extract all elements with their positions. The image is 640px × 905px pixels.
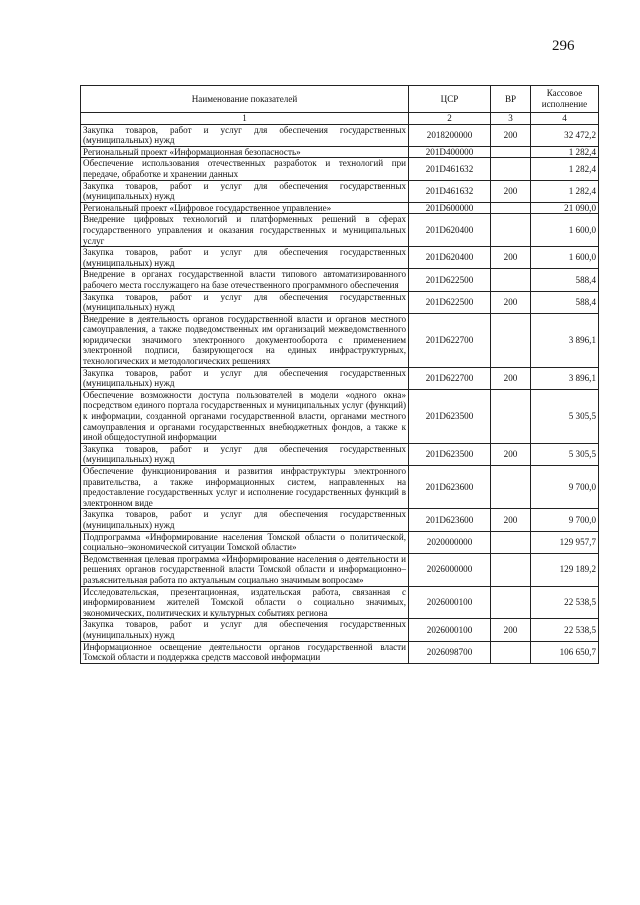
row-name-cell: Обеспечение функционирования и развития инфраструктуры электронного правительства, а также информационных систем, направленных на предоставление государственных услуг и исполнение государственных функций в электронном виде [81, 466, 409, 509]
row-amount-cell: 9 700,0 [531, 466, 599, 509]
table-row [81, 641, 599, 663]
row-amount-cell: 9 700,0 [531, 509, 599, 531]
row-vr-cell: 200 [491, 619, 531, 641]
row-amount-cell: 1 600,0 [531, 247, 599, 269]
table-body [81, 124, 599, 663]
row-amount-cell: 1 282,4 [531, 158, 599, 180]
table-row [81, 158, 599, 180]
row-csr-cell: 201D400000 [409, 146, 491, 158]
row-csr-cell: 201D461632 [409, 158, 491, 180]
row-name-cell: Закупка товаров, работ и услуг для обеспечения государственных (муниципальных) нужд [81, 124, 409, 146]
row-vr-cell [491, 389, 531, 443]
row-csr-cell: 201D623500 [409, 389, 491, 443]
row-vr-cell [491, 466, 531, 509]
row-csr-cell: 201D623600 [409, 509, 491, 531]
row-vr-cell: 200 [491, 367, 531, 389]
table-header-row [81, 86, 599, 113]
row-amount-cell: 3 896,1 [531, 367, 599, 389]
row-vr-cell: 200 [491, 180, 531, 202]
table-row [81, 367, 599, 389]
table-row [81, 443, 599, 465]
header-name: Наименование показателей [81, 86, 409, 113]
row-amount-cell: 129 189,2 [531, 553, 599, 586]
row-csr-cell: 2020000000 [409, 531, 491, 553]
row-name-cell: Закупка товаров, работ и услуг для обеспечения государственных (муниципальных) нужд [81, 247, 409, 269]
row-csr-cell: 201D623600 [409, 466, 491, 509]
row-csr-cell: 201D461632 [409, 180, 491, 202]
row-csr-cell: 201D600000 [409, 202, 491, 214]
column-number: 3 [491, 113, 531, 125]
row-name-cell: Закупка товаров, работ и услуг для обеспечения государственных (муниципальных) нужд [81, 443, 409, 465]
row-name-cell: Внедрение цифровых технологий и платформенных решений в сферах государственного управления и оказания государственных и муниципальных услуг [81, 214, 409, 247]
header-csr: ЦСР [409, 86, 491, 113]
row-name-cell: Обеспечение использования отечественных разработок и технологий при передаче, обработке и хранении данных [81, 158, 409, 180]
table-row [81, 180, 599, 202]
header-vr: ВР [491, 86, 531, 113]
table-row [81, 586, 599, 619]
row-amount-cell: 5 305,5 [531, 389, 599, 443]
table-row [81, 291, 599, 313]
row-vr-cell [491, 531, 531, 553]
row-csr-cell: 201D623500 [409, 443, 491, 465]
row-vr-cell [491, 269, 531, 291]
row-name-cell: Региональный проект «Информационная безопасность» [81, 146, 409, 158]
row-amount-cell: 1 282,4 [531, 180, 599, 202]
row-vr-cell [491, 202, 531, 214]
row-name-cell: Закупка товаров, работ и услуг для обеспечения государственных (муниципальных) нужд [81, 180, 409, 202]
row-csr-cell: 2018200000 [409, 124, 491, 146]
row-amount-cell: 21 090,0 [531, 202, 599, 214]
row-name-cell: Закупка товаров, работ и услуг для обеспечения государственных (муниципальных) нужд [81, 619, 409, 641]
row-csr-cell: 2026098700 [409, 641, 491, 663]
row-name-cell: Внедрение в органах государственной власти типового автоматизированного рабочего места госслужащего на базе отечественного программного обеспечения [81, 269, 409, 291]
row-amount-cell: 588,4 [531, 269, 599, 291]
row-vr-cell [491, 146, 531, 158]
row-amount-cell: 5 305,5 [531, 443, 599, 465]
row-amount-cell: 129 957,7 [531, 531, 599, 553]
row-csr-cell: 201D620400 [409, 247, 491, 269]
row-csr-cell: 201D622700 [409, 313, 491, 367]
table-row [81, 214, 599, 247]
row-amount-cell: 588,4 [531, 291, 599, 313]
row-name-cell: Региональный проект «Цифровое государственное управление» [81, 202, 409, 214]
column-number: 1 [81, 113, 409, 125]
table-row [81, 269, 599, 291]
row-amount-cell: 22 538,5 [531, 586, 599, 619]
row-amount-cell: 3 896,1 [531, 313, 599, 367]
table-row [81, 124, 599, 146]
header-amount: Кассовое исполнение [531, 86, 599, 113]
table-row [81, 531, 599, 553]
row-vr-cell: 200 [491, 443, 531, 465]
table-row [81, 146, 599, 158]
column-number-row [81, 113, 599, 125]
column-number: 4 [531, 113, 599, 125]
table-row [81, 466, 599, 509]
row-amount-cell: 32 472,2 [531, 124, 599, 146]
row-name-cell: Информационное освещение деятельности органов государственной власти Томской области и поддержка средств массовой информации [81, 641, 409, 663]
row-vr-cell: 200 [491, 247, 531, 269]
row-name-cell: Ведомственная целевая программа «Информирование населения о деятельности и решениях органов государственной власти Томской области и информационно–разъяснительная работа по актуальным социально значимым вопросам» [81, 553, 409, 586]
row-csr-cell: 201D620400 [409, 214, 491, 247]
row-vr-cell [491, 158, 531, 180]
row-vr-cell [491, 641, 531, 663]
table-row [81, 389, 599, 443]
row-vr-cell [491, 313, 531, 367]
table-row [81, 247, 599, 269]
row-csr-cell: 2026000100 [409, 619, 491, 641]
row-vr-cell [491, 553, 531, 586]
page-number: 296 [552, 38, 575, 54]
column-number: 2 [409, 113, 491, 125]
table-row [81, 619, 599, 641]
row-csr-cell: 201D622700 [409, 367, 491, 389]
row-vr-cell: 200 [491, 291, 531, 313]
table-row [81, 313, 599, 367]
row-csr-cell: 2026000000 [409, 553, 491, 586]
table-row [81, 553, 599, 586]
row-name-cell: Закупка товаров, работ и услуг для обеспечения государственных (муниципальных) нужд [81, 367, 409, 389]
row-csr-cell: 201D622500 [409, 291, 491, 313]
row-amount-cell: 1 282,4 [531, 146, 599, 158]
row-vr-cell: 200 [491, 509, 531, 531]
row-csr-cell: 2026000100 [409, 586, 491, 619]
row-name-cell: Закупка товаров, работ и услуг для обеспечения государственных (муниципальных) нужд [81, 509, 409, 531]
table-row [81, 202, 599, 214]
row-amount-cell: 22 538,5 [531, 619, 599, 641]
row-vr-cell: 200 [491, 124, 531, 146]
row-name-cell: Исследовательская, презентационная, издательская работа, связанная с информированием жителей Томской области о социально значимых, экономических, политических и культурных событиях региона [81, 586, 409, 619]
row-name-cell: Подпрограмма «Информирование населения Томской области о политической, социально–экономической ситуации Томской области» [81, 531, 409, 553]
row-name-cell: Закупка товаров, работ и услуг для обеспечения государственных (муниципальных) нужд [81, 291, 409, 313]
row-amount-cell: 106 650,7 [531, 641, 599, 663]
table-row [81, 509, 599, 531]
row-vr-cell [491, 214, 531, 247]
row-name-cell: Внедрение в деятельность органов государственной власти и органов местного самоуправления, а также подведомственных им организаций межведомственного юридически значимого электронного документооборота с применением электронной подписи, базирующегося на единых инфраструктурных, технологических и методологических решениях [81, 313, 409, 367]
row-amount-cell: 1 600,0 [531, 214, 599, 247]
row-csr-cell: 201D622500 [409, 269, 491, 291]
row-name-cell: Обеспечение возможности доступа пользователей в модели «одного окна» посредством единого портала государственных и муниципальных услуг (функций) к информации, созданной органами государственной власти, органами местного самоуправления и органами государственных внебюджетных фондов, а также к иной общедоступной информации [81, 389, 409, 443]
row-vr-cell [491, 586, 531, 619]
budget-execution-table [80, 85, 599, 664]
